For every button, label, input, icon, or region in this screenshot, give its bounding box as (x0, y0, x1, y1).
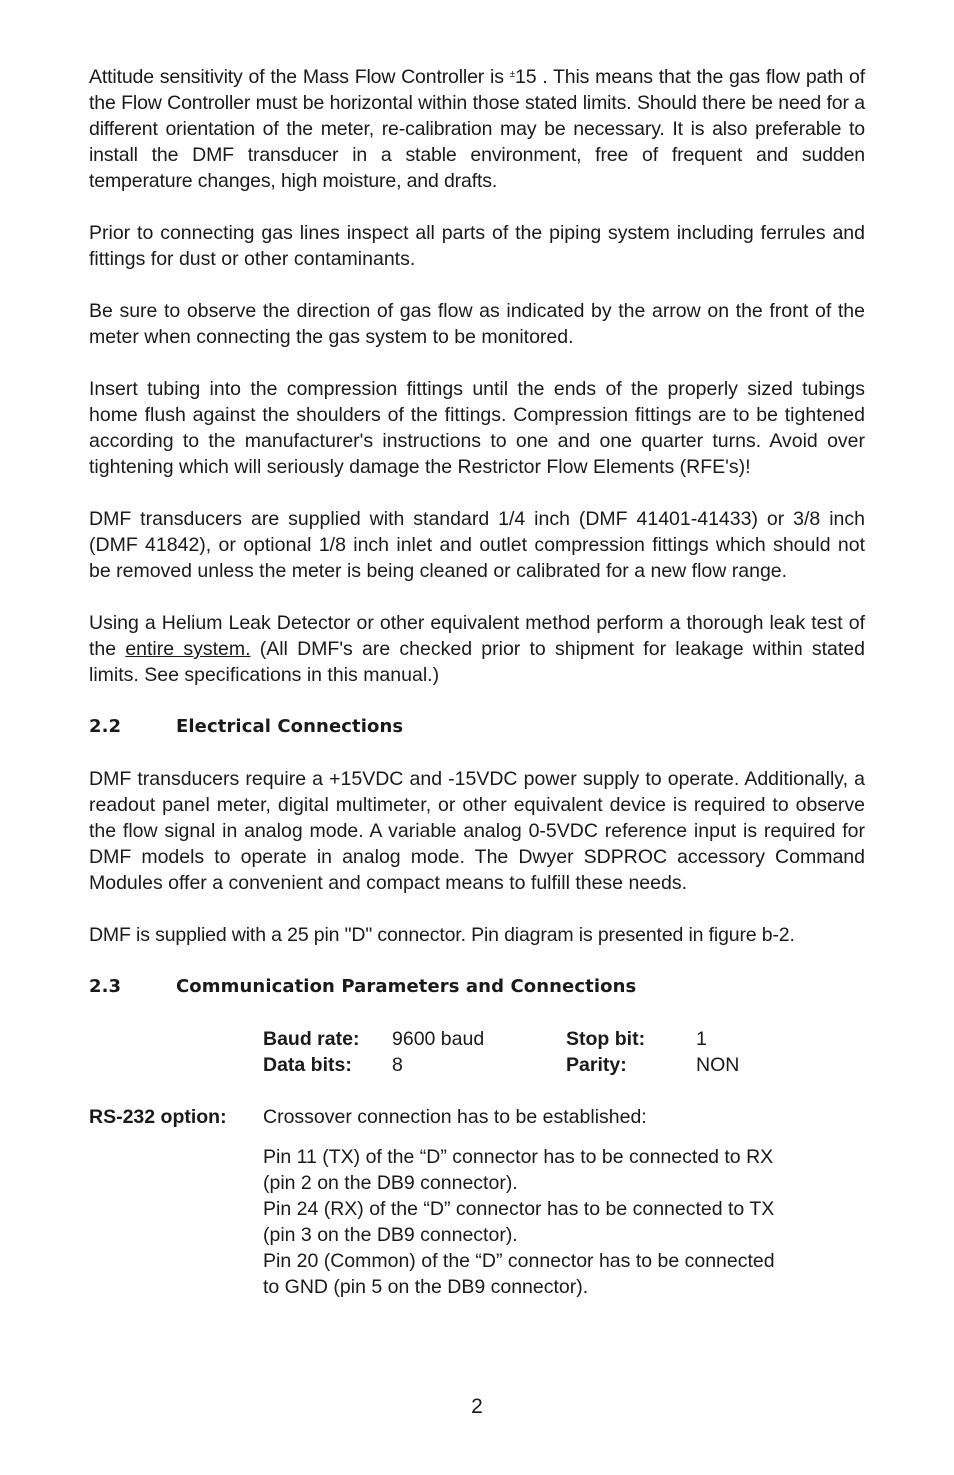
section-number: 2.2 (89, 716, 122, 737)
paragraph-text: (All DMF's are checked prior to shipment for leakage within stated limits. See specifications in this manual.) (89, 638, 865, 686)
rs232-line: Pin 24 (RX) of the “D” connector has to be connected to TX (263, 1198, 775, 1220)
paragraph-leak-test (89, 610, 865, 688)
rs232-line: Pin 20 (Common) of the “D” connector has to be connected (263, 1250, 775, 1272)
paragraph-text: 15 . This means that the gas flow path of the Flow Controller must be horizontal within those stated limits. Should there be need for a different orientation of the meter, re-calibration may be necessary. It is also preferable to install the DMF transducer in a stable environment, free of frequent and sudden temperature changes, high moisture, and drafts. (89, 66, 866, 192)
section-number: 2.3 (89, 976, 122, 997)
rs232-line: (pin 3 on the DB9 connector). (263, 1224, 518, 1246)
section-heading-communication (89, 974, 865, 1000)
rs232-line: to GND (pin 5 on the DB9 connector). (263, 1276, 589, 1298)
paragraph-d-connector: DMF is supplied with a 25 pin "D" connector. Pin diagram is presented in figure b-2. (89, 924, 795, 946)
document-page (89, 62, 865, 1300)
rs232-intro: Crossover connection has to be established: (263, 1106, 647, 1128)
rs232-line: (pin 2 on the DB9 connector). (263, 1172, 518, 1194)
rs232-line: Pin 11 (TX) of the “D” connector has to be connected to RX (263, 1146, 774, 1168)
parameter-value: 9600 baud (392, 1028, 485, 1050)
rs232-label: RS-232 option: (89, 1106, 227, 1128)
parameter-label: Stop bit: (566, 1028, 646, 1050)
parameter-row (263, 1026, 865, 1052)
parameter-row (263, 1052, 865, 1078)
paragraph-text: Attitude sensitivity of the Mass Flow Controller is (89, 66, 510, 88)
parameter-value: 8 (392, 1054, 403, 1076)
parameter-label: Baud rate: (263, 1028, 360, 1050)
paragraph-power-supply: DMF transducers require a +15VDC and -15VDC power supply to operate. Additionally, a readout panel meter, digital multimeter, or other equivalent device is required to observe the flow signal in analog mode. A variable analog 0-5VDC reference input is required for DMF models to operate in analog mode. The Dwyer SDPROC accessory Command Modules offer a convenient and compact means to fulfill these needs. (89, 768, 865, 894)
parameter-value: NON (696, 1054, 740, 1076)
paragraph-gas-flow-direction: Be sure to observe the direction of gas flow as indicated by the arrow on the front of the meter when connecting the gas system to be monitored. (89, 300, 865, 348)
parameter-value: 1 (696, 1028, 707, 1050)
section-heading-electrical (89, 714, 865, 740)
rs232-content (263, 1104, 865, 1300)
paragraph-text: Using a Helium Leak Detector or other equivalent method perform a thorough leak test of the (89, 612, 865, 660)
parameter-label: Data bits: (263, 1054, 352, 1076)
communication-parameters-table (263, 1026, 865, 1078)
page-number: 2 (471, 1395, 483, 1418)
section-title: Electrical Connections (176, 716, 404, 737)
section-title: Communication Parameters and Connections (176, 976, 637, 997)
paragraph-inspect-piping: Prior to connecting gas lines inspect all parts of the piping system including ferrules and fittings for dust or other contaminants. (89, 222, 865, 270)
paragraph-insert-tubing: Insert tubing into the compression fittings until the ends of the properly sized tubings home flush against the shoulders of the fittings. Compression fittings are to be tightened according to the manufacturer's instructions to one and one quarter turns. Avoid over tightening which will seriously damage the Restrictor Flow Elements (RFE's)! (89, 378, 865, 478)
plus-minus-sign: ± (509, 69, 515, 80)
underlined-text: entire system. (125, 638, 251, 660)
parameter-label: Parity: (566, 1054, 627, 1076)
paragraph-compression-fittings: DMF transducers are supplied with standard 1/4 inch (DMF 41401-41433) or 3/8 inch (DMF 41842), or optional 1/8 inch inlet and outlet compression fittings which should not be removed unless the meter is being cleaned or calibrated for a new flow range. (89, 508, 865, 582)
paragraph-attitude-sensitivity (89, 62, 865, 194)
rs232-option (89, 1104, 865, 1300)
